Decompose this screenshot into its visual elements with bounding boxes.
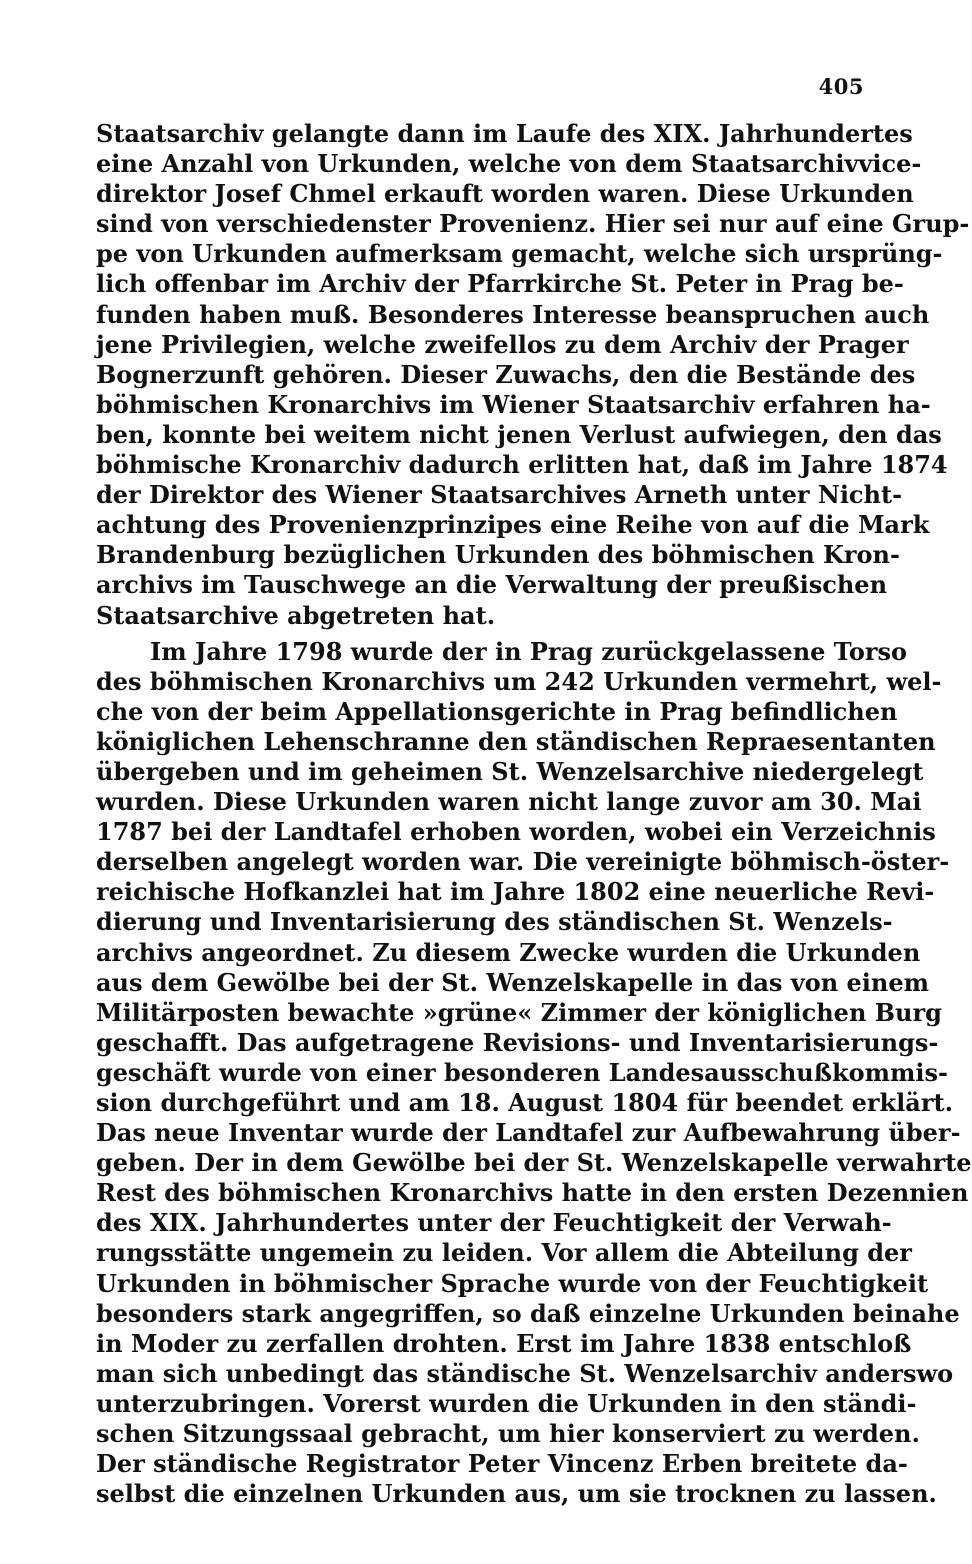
text-line: Der ständische Registrator Peter Vincenz Erben breitete da- xyxy=(96,1449,908,1479)
text-line: Staatsarchive abgetreten hat. xyxy=(96,600,496,630)
text-line: übergeben und im geheimen St. Wenzelsarchive niedergelegt xyxy=(96,756,924,786)
text-line: ben, konnte bei weitem nicht jenen Verlust aufwiegen, den das xyxy=(96,419,942,449)
text-line: 1787 bei der Landtafel erhoben worden, wobei ein Verzeichnis xyxy=(96,817,936,847)
text-line: Rest des böhmischen Kronarchivs hatte in den ersten Dezennien xyxy=(96,1178,969,1208)
text-line: Bognerzunft gehören. Dieser Zuwachs, den die Bestände des xyxy=(96,359,916,389)
text-line: direktor Josef Chmel erkauft worden waren. Diese Urkunden xyxy=(96,179,914,209)
text-line: che von der beim Appellationsgerichte in Prag befindlichen xyxy=(96,696,898,726)
text-line: böhmischen Kronarchivs im Wiener Staatsarchiv erfahren ha- xyxy=(96,389,931,419)
body-text xyxy=(96,119,972,1509)
text-line: archivs angeordnet. Zu diesem Zwecke wurden die Urkunden xyxy=(96,937,921,967)
paragraph-2 xyxy=(96,636,972,1510)
text-line: funden haben muß. Besonderes Interesse beanspruchen auch xyxy=(96,299,930,329)
text-line: Staatsarchiv gelangte dann im Laufe des XIX. Jahrhundertes xyxy=(96,119,913,148)
text-line: Im Jahre 1798 wurde der in Prag zurückgelassene Torso xyxy=(150,636,908,666)
text-line: eine Anzahl von Urkunden, welche von dem Staatsarchivvice- xyxy=(96,149,922,179)
text-line: aus dem Gewölbe bei der St. Wenzelskapelle in das von einem xyxy=(96,967,930,997)
text-line: Urkunden in böhmischer Sprache wurde von der Feuchtigkeit xyxy=(96,1268,929,1298)
text-line: geschäft wurde von einer besonderen Landesausschußkommis- xyxy=(96,1057,948,1087)
text-line: Das neue Inventar wurde der Landtafel zur Aufbewahrung über- xyxy=(96,1118,961,1148)
text-line: rungsstätte ungemein zu leiden. Vor allem die Abteilung der xyxy=(96,1238,912,1268)
text-line: Brandenburg bezüglichen Urkunden des böhmischen Kron- xyxy=(96,540,900,570)
text-line: besonders stark angegriffen, so daß einzelne Urkunden beinahe xyxy=(96,1298,960,1328)
text-line: sind von verschiedenster Provenienz. Hier sei nur auf eine Grup- xyxy=(96,209,970,239)
text-line: selbst die einzelnen Urkunden aus, um sie trocknen zu lassen. xyxy=(96,1479,937,1509)
text-line: dierung und Inventarisierung des ständischen St. Wenzels- xyxy=(96,907,893,937)
text-line: böhmische Kronarchiv dadurch erlitten hat, daß im Jahre 1874 xyxy=(96,450,948,480)
text-line: man sich unbedingt das ständische St. Wenzelsarchiv anderswo xyxy=(96,1358,954,1388)
text-line: geschafft. Das aufgetragene Revisions- und Inventarisierungs- xyxy=(96,1027,939,1057)
page-number: 405 xyxy=(818,74,864,99)
text-line: lich offenbar im Archiv der Pfarrkirche St. Peter in Prag be- xyxy=(96,269,904,299)
text-line: wurden. Diese Urkunden waren nicht lange zuvor am 30. Mai xyxy=(96,787,922,817)
text-line: schen Sitzungssaal gebracht, um hier konserviert zu werden. xyxy=(96,1419,920,1449)
text-line: der Direktor des Wiener Staatsarchives Arneth unter Nicht- xyxy=(96,480,903,510)
text-line: unterzubringen. Vorerst wurden die Urkunden in den ständi- xyxy=(96,1388,917,1418)
text-line: jene Privilegien, welche zweifellos zu dem Archiv der Prager xyxy=(96,329,909,359)
text-line: königlichen Lehenschranne den ständischen Repraesentanten xyxy=(96,726,936,756)
text-line: des XIX. Jahrhundertes unter der Feuchtigkeit der Verwah- xyxy=(96,1208,892,1238)
text-line: archivs im Tauschwege an die Verwaltung der preußischen xyxy=(96,570,888,600)
text-line: sion durchgeführt und am 18. August 1804 für beendet erklärt. xyxy=(96,1088,953,1117)
text-line: in Moder zu zerfallen drohten. Erst im Jahre 1838 entschloß xyxy=(96,1328,912,1358)
text-line: des böhmischen Kronarchivs um 242 Urkunden vermehrt, wel- xyxy=(96,666,942,696)
text-line: pe von Urkunden aufmerksam gemacht, welche sich ursprüng- xyxy=(96,239,943,269)
paragraph-1 xyxy=(96,119,970,631)
text-line: derselben angelegt worden war. Die vereinigte böhmisch-öster- xyxy=(96,847,950,877)
text-line: Militärposten bewachte »grüne« Zimmer der königlichen Burg xyxy=(96,997,942,1027)
text-line: geben. Der in dem Gewölbe bei der St. Wenzelskapelle verwahrte xyxy=(96,1148,972,1178)
text-line: achtung des Provenienzprinzipes eine Reihe von auf die Mark xyxy=(96,510,930,540)
text-line: reichische Hofkanzlei hat im Jahre 1802 eine neuerliche Revi- xyxy=(96,877,935,907)
